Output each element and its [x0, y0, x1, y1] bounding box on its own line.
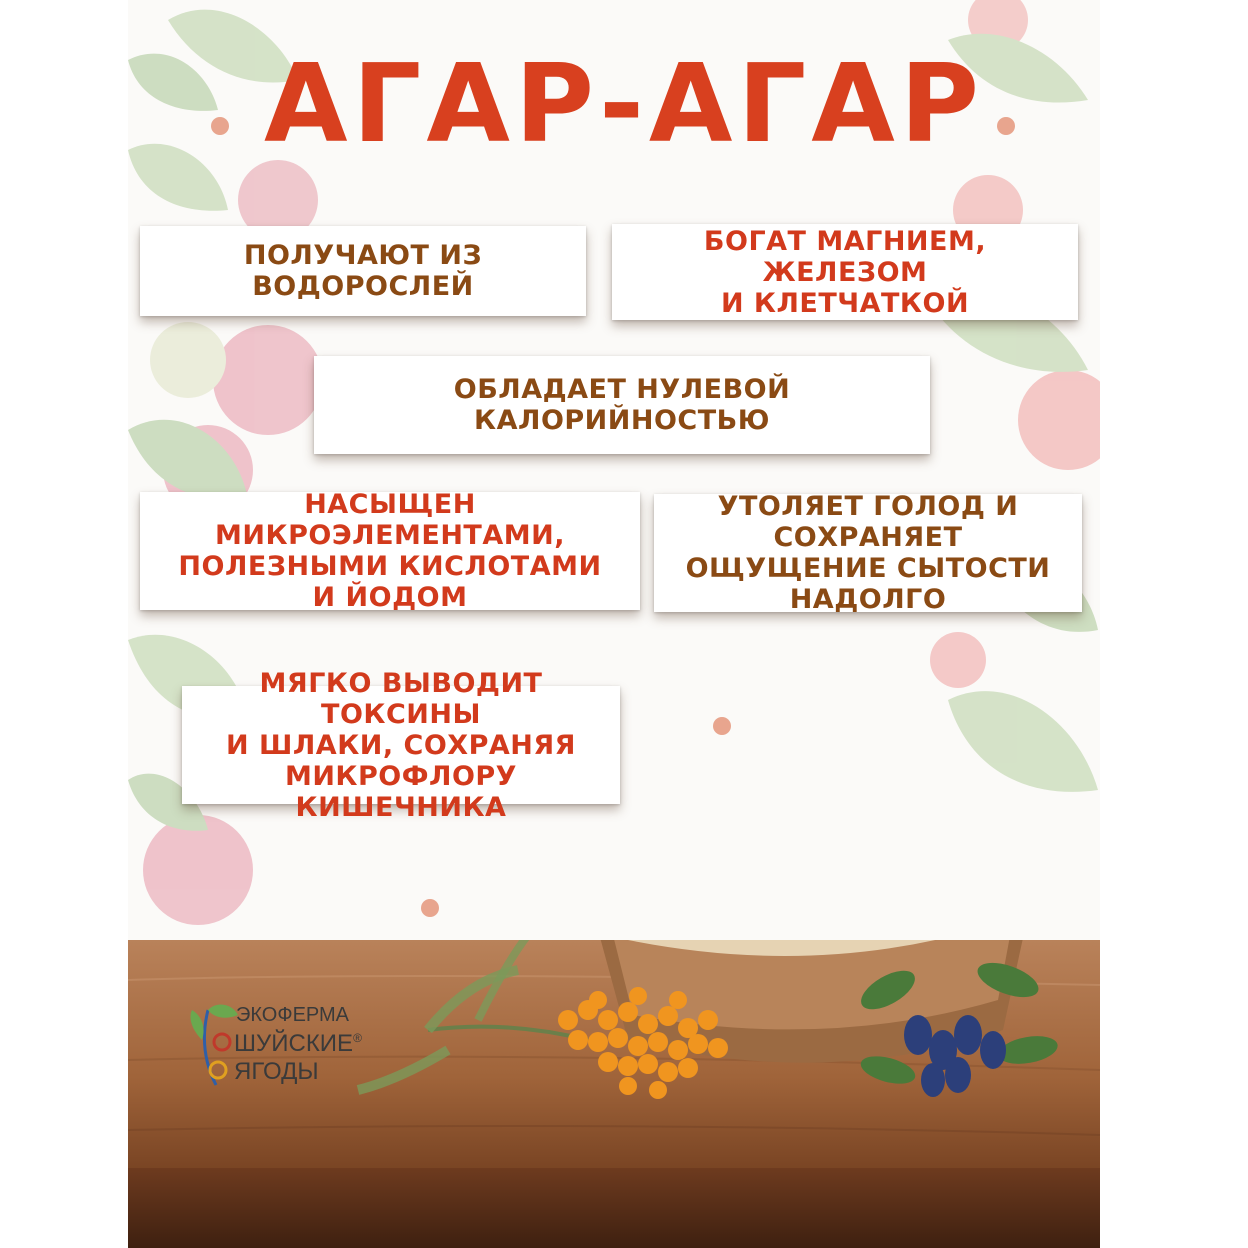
benefit-text-line: ОЩУЩЕНИЕ СЫТОСТИ [685, 553, 1051, 584]
benefit-text-line: МИКРОФЛОРУ КИШЕЧНИКА [284, 760, 518, 823]
benefit-card-seaweed [140, 226, 586, 316]
benefit-text-line: БОГАТ МАГНИЕМ, ЖЕЛЕЗОМ [703, 225, 987, 288]
benefit-card-minerals [612, 224, 1078, 320]
benefit-text: ПОЛУЧАЮТ ИЗ ВОДОРОСЛЕЙ [243, 240, 483, 302]
logo-line-name-text: ШУЙСКИЕ [234, 1030, 354, 1057]
benefit-text: ОБЛАДАЕТ НУЛЕВОЙ КАЛОРИЙНОСТЬЮ [453, 374, 791, 436]
decor-dot [421, 899, 439, 917]
wooden-table-scene [128, 940, 1100, 1248]
benefit-card-toxins [182, 667, 620, 823]
decor-dot [211, 117, 229, 135]
decor-dot [713, 717, 731, 735]
benefit-card-satiety [654, 491, 1082, 615]
logo-line-name [234, 1030, 362, 1058]
benefit-text-line: УТОЛЯЕТ ГОЛОД И СОХРАНЯЕТ [717, 491, 1019, 553]
benefit-text-line: МЯГКО ВЫВОДИТ ТОКСИНЫ [259, 667, 543, 730]
benefit-text-line: НАСЫЩЕН МИКРОЭЛЕМЕНТАМИ, [215, 489, 565, 551]
decor-dot [997, 117, 1015, 135]
logo-line-ecofarm: ЭКОФЕРМА [236, 1004, 350, 1026]
benefit-text-line: И ШЛАКИ, СОХРАНЯЯ [226, 729, 576, 761]
brand-logo [188, 1000, 398, 1090]
logo-line-berries: ЯГОДЫ [234, 1058, 319, 1085]
benefit-text-line: ПОЛЕЗНЫМИ КИСЛОТАМИ [178, 551, 602, 582]
benefit-text-line: И ЙОДОМ [312, 582, 468, 613]
page-title: АГАР-АГАР [263, 42, 985, 167]
benefit-card-calories [314, 356, 930, 454]
registered-mark: ® [353, 1031, 362, 1045]
benefit-card-microelements [140, 489, 640, 613]
benefit-text-line: НАДОЛГО [789, 584, 947, 615]
benefit-text-line: И КЛЕТЧАТКОЙ [720, 287, 970, 319]
